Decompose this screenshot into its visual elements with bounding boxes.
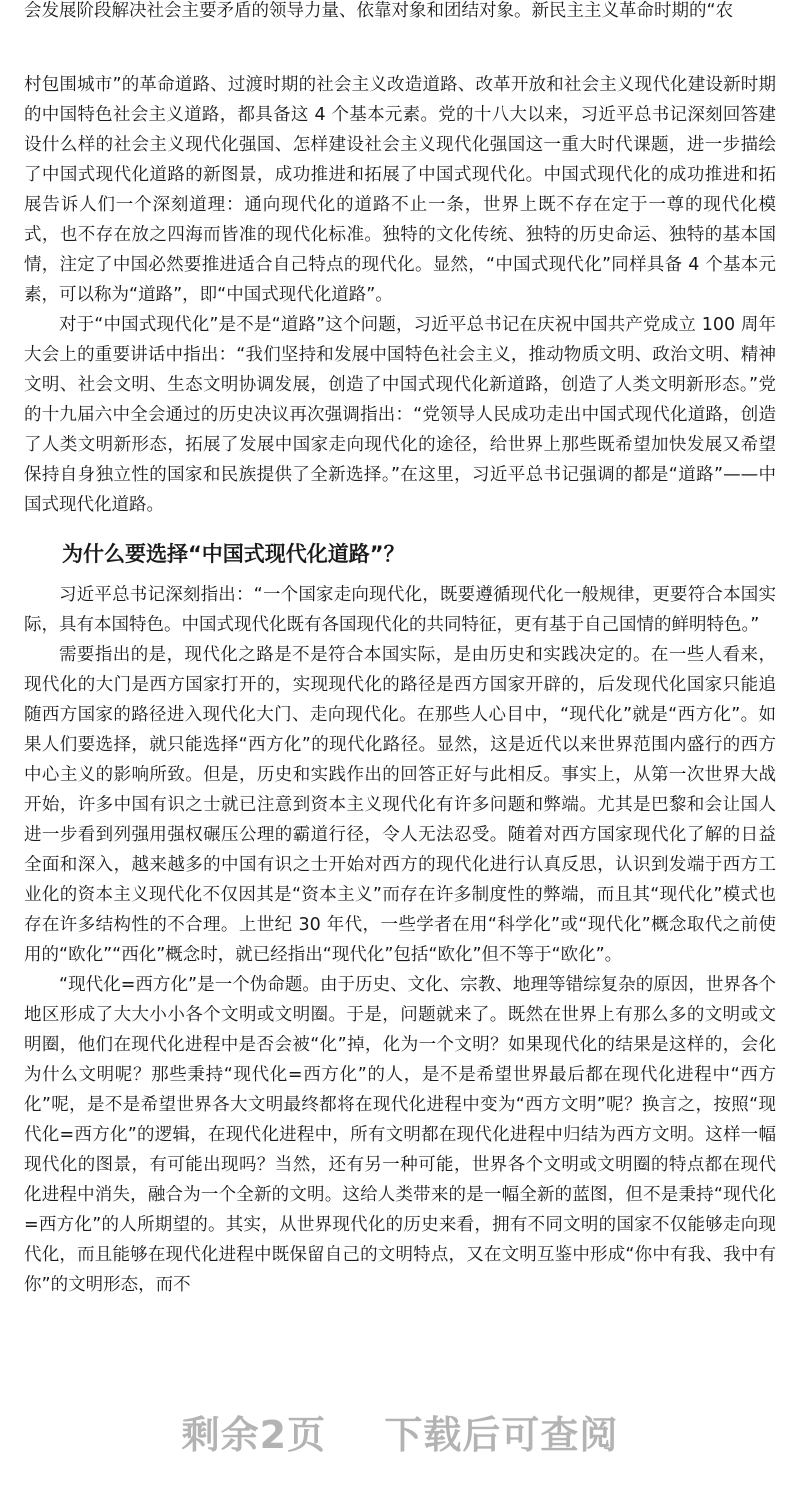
section-heading: 为什么要选择“中国式现代化道路”？ [62,542,405,566]
paragraph: 村包围城市”的革命道路、过渡时期的社会主义改造道路、改革开放和社会主义现代化建设新时期的中国特色社会主义道路，都具备这 4 个基本元素。党的十八大以来，习近平总书记深刻回答建设什么样的社会主义现代化强国、怎样建设社会主义现代化强国这一重大时代课题，进一步描绘了中国式现代化道路的新图景，成功推进和拓展了中国式现代化。中国式现代化的成功推进和拓展告诉人们一个深刻道理：通向现代化的道路不止一条，世界上既不存在定于一尊的现代化模式，也不存在放之四海而皆准的现代化标准。独特的文化传统、独特的历史命运、独特的基本国情，注定了中国必然要推进适合自己特点的现代化。显然，“中国式现代化”同样具备 4 个基本元素，可以称为“道路”，即“中国式现代化道路”。 [24,75,776,305]
paragraph: 对于“中国式现代化”是不是“道路”这个问题，习近平总书记在庆祝中国共产党成立 100 周年大会上的重要讲话中指出：“我们坚持和发展中国特色社会主义，推动物质文明、政治文明、精神文明、社会文明、生态文明协调发展，创造了中国式现代化新道路，创造了人类文明新形态。”党的十九届六中全会通过的历史决议再次强调指出：“党领导人民成功走出中国式现代化道路，创造了人类文明新形态，拓展了发展中国家走向现代化的途径，给世界上那些既希望加快发展又希望保持自身独立性的国家和民族提供了全新选择。”在这里，习近平总书记强调的都是“道路”——中国式现代化道路。 [24,315,776,515]
paragraph: 习近平总书记深刻指出：“一个国家走向现代化，既要遵循现代化一般规律，更要符合本国实际，具有本国特色。中国式现代化既有各国现代化的共同特征，更有基于自己国情的鲜明特色。” [24,585,776,635]
paragraph: “现代化=西方化”是一个伪命题。由于历史、文化、宗教、地理等错综复杂的原因，世界各个地区形成了大大小小各个文明或文明圈。于是，问题就来了。既然在世界上有那么多的文明或文明圈，他们在现代化进程中是否会被“化”掉，化为一个文明？如果现代化的结果是这样的，会化为什么文明呢？那些秉持“现代化=西方化”的人，是不是希望世界最后都在现代化进程中“西方化”呢，是不是希望世界各大文明最终都将在现代化进程中变为“西方文明”呢？换言之，按照“现代化=西方化”的逻辑，在现代化进程中，所有文明都在现代化进程中归结为西方文明。这样一幅现代化的图景，有可能出现吗？当然，还有另一种可能，世界各个文明或文明圈的特点都在现代化进程中消失，融合为一个全新的文明。这给人类带来的是一幅全新的蓝图，但不是秉持“现代化=西方化”的人所期望的。其实，从世界现代化的历史来看，拥有不同文明的国家不仅能够走向现代化，而且能够在现代化进程中既保留自己的文明特点，又在文明互鉴中形成“你中有我、我中有你”的文明形态，而不 [24,975,776,1295]
download-to-view-label: 下载后可查阅 [384,1413,619,1457]
text-block-1 [24,70,776,520]
download-banner[interactable] [0,1400,800,1470]
remaining-pages-label: 剩余2页 [181,1413,327,1457]
top-text-fragment: 会发展阶段解决社会主要矛盾的领导力量、依靠对象和团结对象。新民主主义革命时期的“农 [24,1,734,21]
paragraph: 需要指出的是，现代化之路是不是符合本国实际，是由历史和实践决定的。在一些人看来，现代化的大门是西方国家打开的，实现现代化的路径是西方国家开辟的，后发现代化国家只能追随西方国家的路径进入现代化大门、走向现代化。在那些人心目中，“现代化”就是“西方化”。如果人们要选择，就只能选择“西方化”的现代化路径。显然，这是近代以来世界范围内盛行的西方中心主义的影响所致。但是，历史和实践作出的回答正好与此相反。事实上，从第一次世界大战开始，许多中国有识之士就已注意到资本主义现代化有许多问题和弊端。尤其是巴黎和会让国人进一步看到列强用强权碾压公理的霸道行径，令人无法忍受。随着对西方国家现代化了解的日益全面和深入，越来越多的中国有识之士开始对西方的现代化进行认真反思，认识到发端于西方工业化的资本主义现代化不仅因其是“资本主义”而存在许多制度性的弊端，而且其“现代化”模式也存在许多结构性的不合理。上世纪 30 年代，一些学者在用“科学化”或“现代化”概念取代之前使用的“欧化”“西化”概念时，就已经指出“现代化”包括“欧化”但不等于“欧化”。 [24,645,776,965]
text-block-2 [24,580,776,1300]
